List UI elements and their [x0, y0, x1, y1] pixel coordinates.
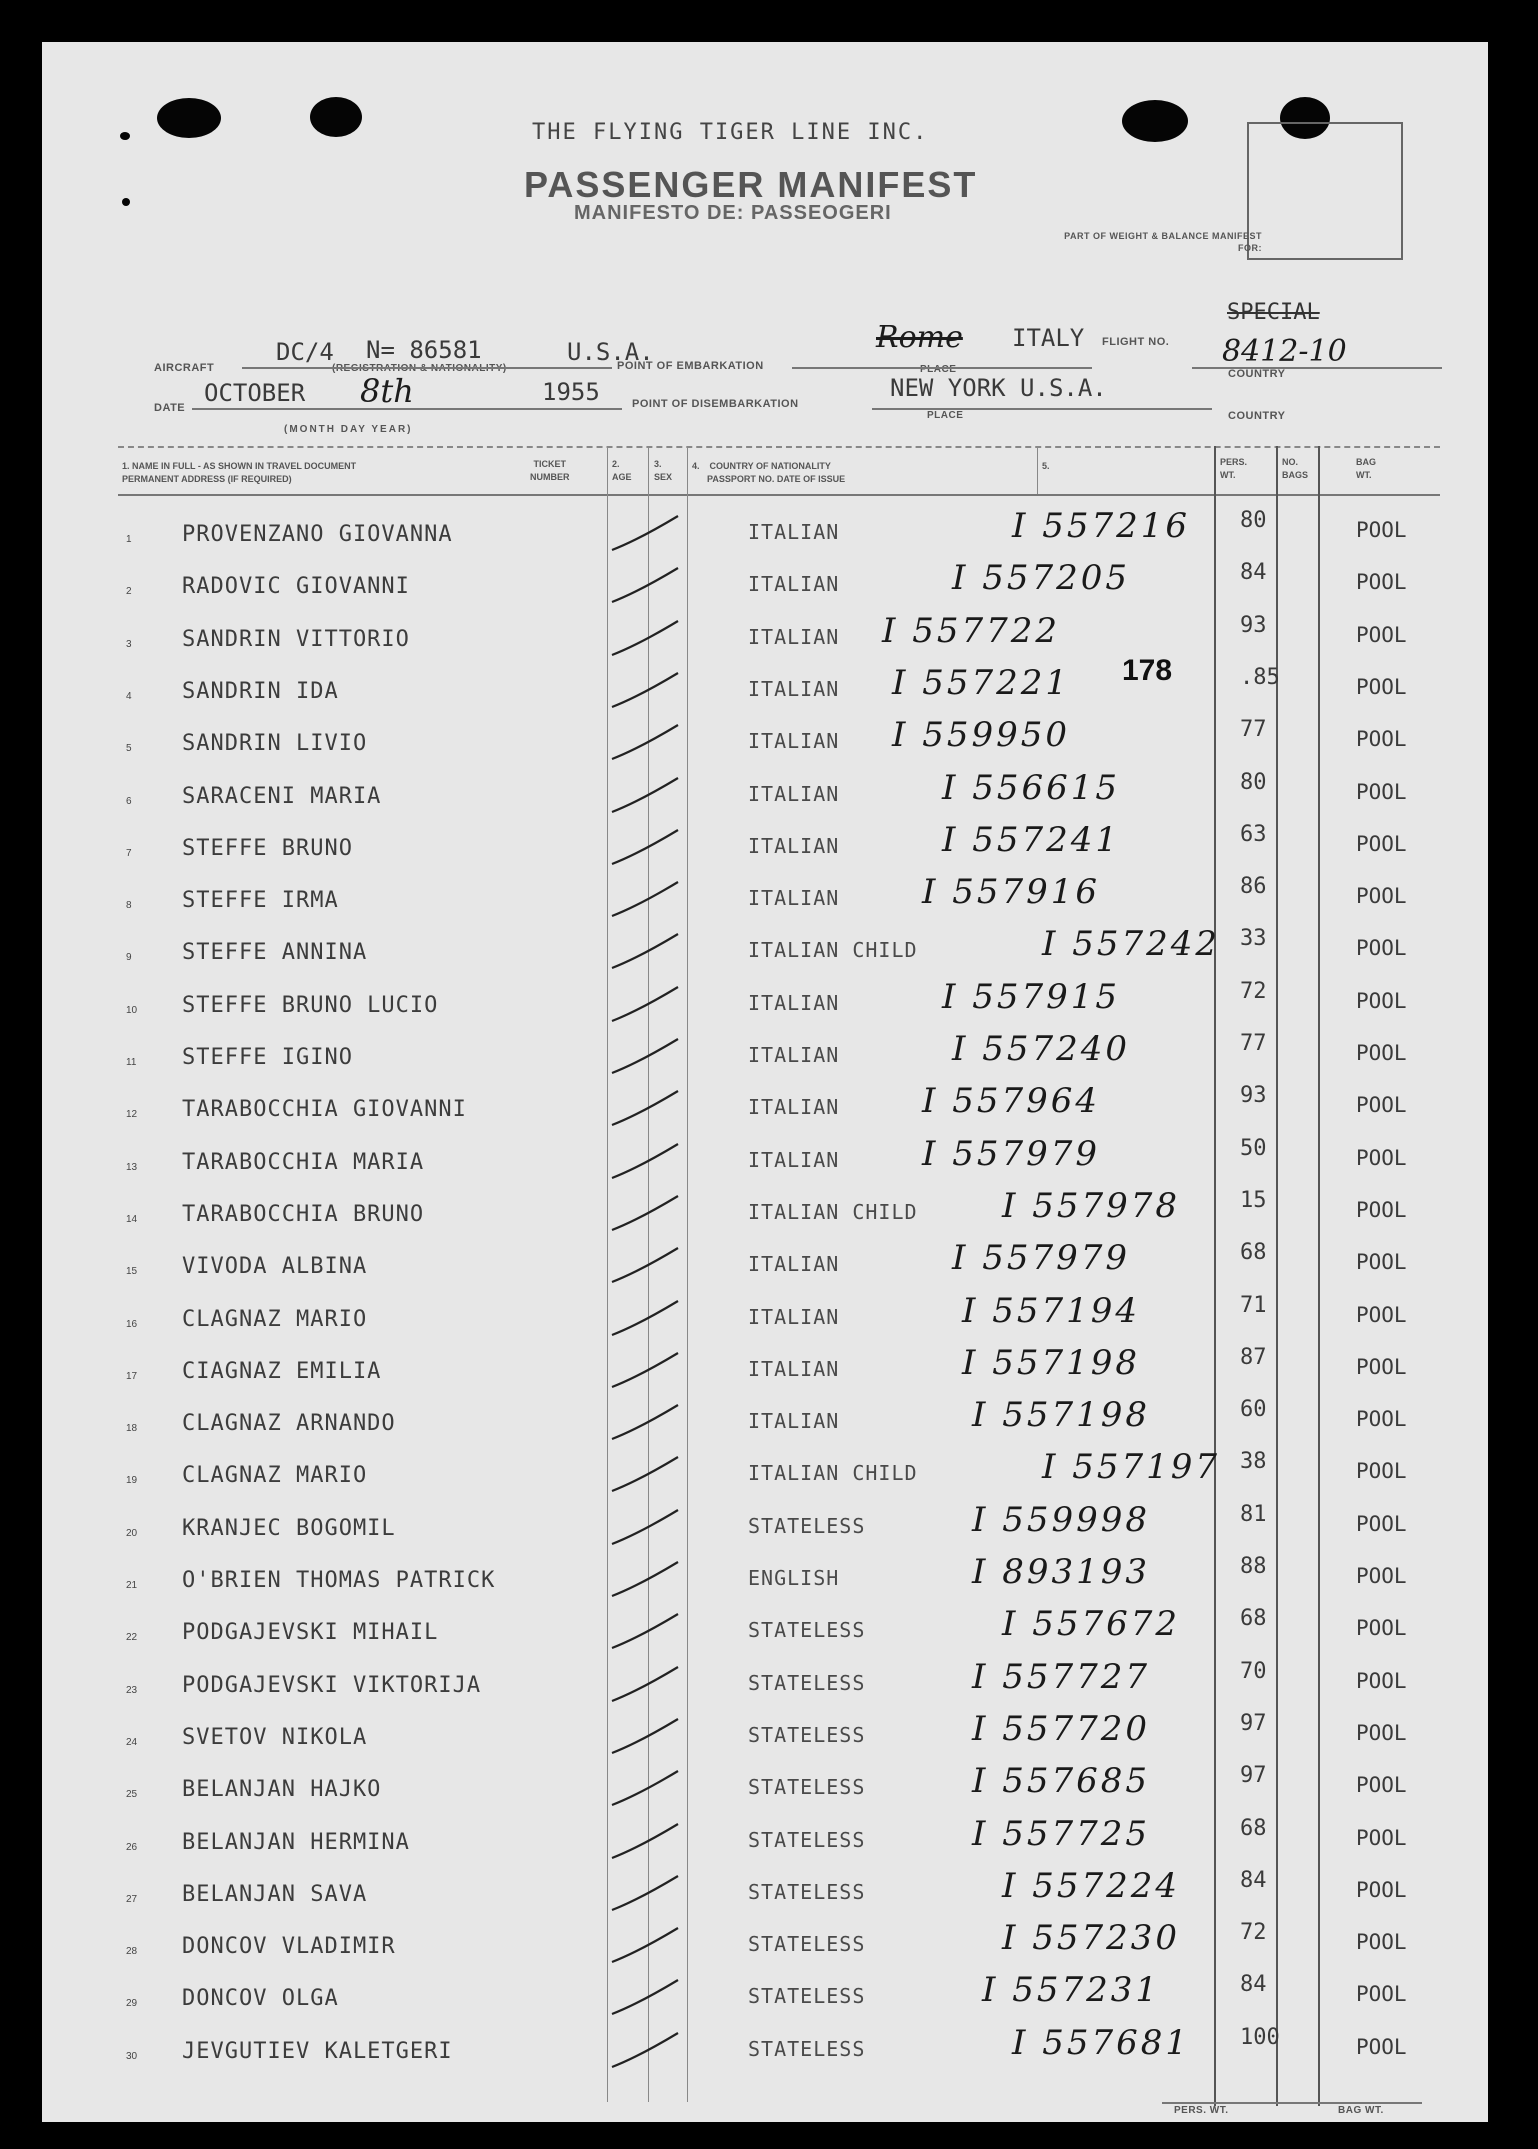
bag-weight: POOL [1356, 1302, 1407, 1327]
passenger-nationality: ITALIAN [748, 1147, 840, 1172]
flight-label: FLIGHT NO. [1102, 336, 1170, 348]
bag-weight: POOL [1356, 2034, 1407, 2059]
passport-number: I 893193 [972, 1552, 1151, 1592]
table-row [42, 1447, 1488, 1499]
bag-weight: POOL [1356, 988, 1407, 1013]
rule [792, 367, 1092, 369]
passenger-nationality: STATELESS [748, 1879, 866, 1904]
passenger-name: BELANJAN HERMINA [182, 1829, 410, 1855]
rule [1192, 367, 1442, 369]
bag-weight: POOL [1356, 1720, 1407, 1745]
passenger-nationality: ITALIAN CHILD [748, 1199, 918, 1224]
flight-number: 8412-10 [1222, 334, 1347, 369]
bag-weight: POOL [1356, 884, 1407, 909]
table-row [42, 1238, 1488, 1290]
tick-mark [608, 928, 684, 972]
table-row [42, 1343, 1488, 1395]
table-row [42, 1291, 1488, 1343]
embarkation-label: POINT OF EMBARKATION [617, 360, 764, 372]
table-row [42, 768, 1488, 820]
passport-number: I 557197 [1042, 1447, 1221, 1488]
country-label-1: COUNTRY [1228, 368, 1286, 380]
table-top-rule [118, 446, 1440, 448]
bag-weight: POOL [1356, 1093, 1407, 1118]
rule [192, 408, 622, 410]
table-row [42, 611, 1488, 663]
country-label-2: COUNTRY [1228, 410, 1286, 422]
bag-weight: POOL [1356, 1564, 1407, 1588]
passport-number: I 557221 [892, 662, 1071, 703]
col-divider [1037, 446, 1038, 494]
tick-mark [608, 2027, 684, 2071]
passenger-nationality: ITALIAN [748, 1304, 840, 1329]
col-header-bag-wt: BAG WT. [1356, 457, 1376, 480]
passenger-name: STEFFE BRUNO [182, 835, 353, 861]
passenger-name: SARACENI MARIA [182, 783, 382, 809]
bag-weight: POOL [1356, 1668, 1407, 1693]
col-header-age: 2. AGE [612, 459, 632, 482]
col-header-sex: 3. SEX [654, 459, 673, 482]
ink-dot [122, 198, 130, 206]
bag-weight: POOL [1356, 1773, 1407, 1798]
passport-number: I 557194 [962, 1290, 1141, 1331]
passport-number: I 559998 [972, 1499, 1151, 1540]
passenger-nationality: ITALIAN CHILD [748, 1461, 918, 1486]
ink-blot [310, 97, 362, 137]
col-header-ticket: TICKET NUMBER [530, 459, 570, 482]
row-number: 5 [126, 743, 132, 755]
passenger-name: SVETOV NIKOLA [182, 1724, 368, 1750]
bag-weight: POOL [1356, 1041, 1407, 1065]
passenger-weight: 84 [1240, 1867, 1267, 1893]
bag-weight: POOL [1356, 622, 1407, 647]
table-row [42, 1970, 1488, 2022]
passenger-name: PODGAJEVSKI MIHAIL [182, 1620, 439, 1646]
bag-weight: POOL [1356, 1250, 1407, 1275]
table-row [42, 872, 1488, 924]
passenger-weight: 71 [1240, 1292, 1267, 1318]
passenger-name: TARABOCCHIA BRUNO [182, 1201, 425, 1227]
bag-weight: POOL [1356, 570, 1407, 595]
row-number: 24 [126, 1736, 138, 1748]
row-number: 28 [126, 1946, 138, 1958]
table-row [42, 1814, 1488, 1866]
passenger-name: CIAGNAZ EMILIA [182, 1358, 382, 1384]
passenger-weight: 50 [1240, 1135, 1267, 1161]
passenger-weight: 70 [1240, 1658, 1267, 1684]
table-row [42, 2023, 1488, 2075]
passenger-nationality: ITALIAN [748, 1043, 840, 1067]
row-number: 15 [126, 1266, 138, 1278]
row-number: 19 [126, 1475, 138, 1487]
table-row [42, 1029, 1488, 1081]
table-row [42, 1761, 1488, 1813]
table-row [42, 1604, 1488, 1656]
passenger-weight: 60 [1240, 1397, 1267, 1423]
passenger-name: BELANJAN HAJKO [182, 1777, 382, 1803]
passenger-weight: 68 [1240, 1240, 1267, 1266]
table-header-rule [118, 494, 1440, 496]
tick-mark [608, 876, 684, 920]
date-format-label: (MONTH DAY YEAR) [284, 424, 413, 435]
tick-mark [608, 1190, 684, 1234]
tick-mark [608, 1242, 684, 1286]
passenger-name: TARABOCCHIA GIOVANNI [182, 1097, 467, 1123]
passport-number: I 557979 [922, 1133, 1101, 1174]
tick-mark [608, 615, 684, 659]
row-number: 17 [126, 1370, 138, 1382]
row-number: 29 [126, 1998, 138, 2010]
passenger-name: CLAGNAZ MARIO [182, 1306, 368, 1332]
passenger-name: STEFFE IGINO [182, 1045, 353, 1070]
passport-number: I 557241 [942, 819, 1121, 860]
bag-weight: POOL [1356, 1197, 1407, 1222]
passport-number: I 557727 [972, 1656, 1151, 1697]
registration-label: (REGISTRATION & NATIONALITY) [332, 363, 507, 374]
bag-weight: POOL [1356, 1145, 1407, 1170]
row-number: 13 [126, 1161, 138, 1173]
passenger-nationality: STATELESS [748, 2036, 866, 2061]
passenger-weight: 77 [1240, 717, 1267, 743]
passenger-nationality: STATELESS [748, 1775, 866, 1800]
passenger-name: VIVODA ALBINA [182, 1254, 368, 1280]
passenger-nationality: STATELESS [748, 1722, 866, 1747]
passport-number: I 557979 [952, 1238, 1131, 1279]
passport-number: I 557916 [922, 872, 1101, 913]
tick-mark [608, 981, 684, 1025]
weight-balance-label: PART OF WEIGHT & BALANCE MANIFEST FOR: [1064, 231, 1262, 253]
bag-weight: POOL [1356, 674, 1407, 699]
passport-number: I 557205 [952, 558, 1131, 599]
passenger-name: PODGAJEVSKI VIKTORIJA [182, 1672, 482, 1698]
passenger-weight: 68 [1240, 1606, 1267, 1632]
bag-weight: POOL [1356, 831, 1407, 856]
handwritten-annotation: 178 [1122, 654, 1173, 687]
tick-mark [608, 1818, 684, 1862]
passenger-nationality: ITALIAN [748, 520, 840, 544]
date-day: 8th [360, 372, 414, 410]
weight-balance-box [1247, 122, 1403, 260]
passenger-nationality: ITALIAN [748, 572, 840, 597]
passport-number: I 557720 [972, 1708, 1151, 1749]
row-number: 10 [126, 1004, 138, 1016]
company-name: THE FLYING TIGER LINE INC. [532, 120, 929, 145]
disembarkation-label: POINT OF DISEMBARKATION [632, 398, 799, 410]
tick-mark [608, 1033, 684, 1077]
footer-bag-wt: BAG WT. [1338, 2105, 1384, 2116]
passenger-weight: 97 [1240, 1763, 1267, 1789]
passenger-name: STEFFE ANNINA [182, 940, 368, 966]
place-label-1: PLACE [920, 364, 957, 375]
passenger-name: JEVGUTIEV KALETGERI [182, 2038, 453, 2064]
passenger-name: CLAGNAZ MARIO [182, 1463, 368, 1489]
aircraft-nationality: U.S.A. [567, 338, 654, 366]
embarkation-city: Rome [876, 320, 963, 355]
passenger-name: DONCOV VLADIMIR [182, 1934, 396, 1960]
tick-mark [608, 1661, 684, 1705]
passenger-name: KRANJEC BOGOMIL [182, 1515, 396, 1541]
passenger-weight: 68 [1240, 1815, 1267, 1841]
row-number: 18 [126, 1423, 138, 1435]
row-number: 4 [126, 690, 132, 702]
row-number: 22 [126, 1632, 138, 1644]
passenger-name: SANDRIN IDA [182, 678, 339, 704]
flight-struck-text: SPECIAL [1227, 300, 1320, 325]
passport-number: I 559950 [892, 715, 1071, 756]
passenger-weight: 100 [1240, 2024, 1280, 2050]
passenger-weight: 15 [1240, 1187, 1267, 1213]
table-row [42, 1081, 1488, 1133]
passenger-name: SANDRIN VITTORIO [182, 626, 410, 652]
table-row [42, 663, 1488, 715]
col-header-name: 1. NAME IN FULL - AS SHOWN IN TRAVEL DOCUMENT PERMANENT ADDRESS (IF REQUIRED) [122, 461, 357, 484]
tick-mark [608, 1451, 684, 1495]
passenger-weight: 97 [1240, 1710, 1267, 1736]
date-month: OCTOBER [204, 379, 306, 407]
rule [242, 367, 612, 369]
passenger-name: PROVENZANO GIOVANNA [182, 522, 453, 547]
passenger-weight: 80 [1240, 769, 1267, 795]
table-row [42, 977, 1488, 1029]
table-row [42, 1866, 1488, 1918]
row-number: 25 [126, 1789, 138, 1801]
table-bottom-rule [1162, 2102, 1422, 2104]
date-label: DATE [154, 402, 186, 414]
passenger-weight: 84 [1240, 560, 1267, 586]
aircraft-registration: N= 86581 [366, 336, 482, 364]
tick-mark [608, 1870, 684, 1914]
passport-number: I 557216 [1012, 506, 1191, 546]
tick-mark [608, 667, 684, 711]
tick-mark [608, 1713, 684, 1757]
row-number: 8 [126, 900, 132, 912]
passport-number: I 557725 [972, 1813, 1151, 1854]
row-number: 2 [126, 586, 132, 598]
passenger-weight: 72 [1240, 978, 1267, 1004]
passport-number: I 557224 [1002, 1865, 1181, 1906]
passenger-nationality: ITALIAN [748, 676, 840, 701]
table-row [42, 1134, 1488, 1186]
table-row [42, 715, 1488, 767]
tick-mark [608, 510, 684, 554]
passenger-weight: 84 [1240, 1972, 1267, 1998]
passenger-name: STEFFE BRUNO LUCIO [182, 992, 439, 1018]
row-number: 23 [126, 1684, 138, 1696]
table-row [42, 506, 1488, 558]
ink-dot [120, 132, 130, 140]
place-label-2: PLACE [927, 410, 964, 421]
bag-weight: POOL [1356, 727, 1407, 752]
passenger-nationality: ITALIAN [748, 886, 840, 911]
tick-mark [608, 1922, 684, 1966]
passenger-weight: .85 [1240, 664, 1280, 690]
passport-number: I 557230 [1002, 1918, 1181, 1959]
tick-mark [608, 1138, 684, 1182]
tick-mark [608, 1347, 684, 1391]
passport-number: I 557915 [942, 976, 1121, 1017]
table-row [42, 924, 1488, 976]
aircraft-type: DC/4 [276, 338, 334, 366]
row-number: 27 [126, 1893, 138, 1905]
passport-number: I 557672 [1002, 1604, 1181, 1645]
row-number: 3 [126, 638, 132, 650]
passenger-weight: 93 [1240, 1083, 1267, 1109]
row-number: 1 [126, 534, 132, 545]
passenger-nationality: ITALIAN [748, 729, 840, 754]
passenger-nationality: ITALIAN [748, 1409, 840, 1434]
embarkation-country: ITALY [1012, 324, 1085, 352]
table-row [42, 558, 1488, 610]
row-number: 30 [126, 2050, 138, 2062]
row-number: 26 [126, 1841, 138, 1853]
passport-number: I 557685 [972, 1761, 1151, 1802]
tick-mark [608, 1295, 684, 1339]
passenger-weight: 72 [1240, 1920, 1267, 1946]
table-row [42, 1918, 1488, 1970]
tick-mark [608, 1608, 684, 1652]
rule [872, 408, 1212, 410]
ink-blot [1122, 100, 1188, 142]
table-row [42, 1709, 1488, 1761]
passenger-nationality: ITALIAN [748, 1095, 840, 1120]
manifest-page [42, 42, 1488, 2122]
bag-weight: POOL [1356, 779, 1407, 804]
tick-mark [608, 562, 684, 606]
row-number: 12 [126, 1109, 138, 1121]
col-header-bags: NO. BAGS [1282, 457, 1309, 480]
passenger-weight: 93 [1240, 612, 1267, 638]
row-number: 7 [126, 847, 132, 859]
bag-weight: POOL [1356, 1354, 1407, 1379]
bag-weight: POOL [1356, 1616, 1407, 1641]
bag-weight: POOL [1356, 1877, 1407, 1902]
passenger-nationality: STATELESS [748, 1984, 866, 2009]
table-row [42, 820, 1488, 872]
passenger-nationality: ITALIAN [748, 1252, 840, 1277]
bag-weight: POOL [1356, 1930, 1407, 1955]
passport-number: I 557242 [1042, 924, 1221, 965]
passenger-nationality: ITALIAN [748, 990, 840, 1015]
aircraft-label: AIRCRAFT [154, 362, 215, 374]
passenger-name: RADOVIC GIOVANNI [182, 574, 410, 600]
tick-mark [608, 824, 684, 868]
passenger-name: CLAGNAZ ARNANDO [182, 1411, 396, 1437]
document-title: PASSENGER MANIFEST [524, 164, 978, 205]
bag-weight: POOL [1356, 936, 1407, 961]
passenger-weight: 38 [1240, 1449, 1267, 1475]
passenger-name: DONCOV OLGA [182, 1986, 339, 2012]
passenger-nationality: STATELESS [748, 1618, 866, 1643]
passenger-weight: 81 [1240, 1501, 1267, 1527]
table-row [42, 1395, 1488, 1447]
passenger-name: STEFFE IRMA [182, 888, 339, 914]
passenger-weight: 33 [1240, 926, 1267, 952]
tick-mark [608, 719, 684, 763]
passenger-name: BELANJAN SAVA [182, 1881, 368, 1907]
passport-number: I 557681 [1012, 2022, 1191, 2063]
bag-weight: POOL [1356, 518, 1407, 542]
tick-mark [608, 1765, 684, 1809]
ink-blot [157, 98, 221, 138]
row-number: 11 [126, 1057, 137, 1068]
passport-number: I 557231 [982, 1970, 1161, 2011]
passenger-nationality: ITALIAN [748, 781, 840, 806]
tick-mark [608, 1556, 684, 1600]
passenger-nationality: ITALIAN [748, 624, 840, 649]
passport-number: I 557198 [972, 1395, 1151, 1436]
row-number: 14 [126, 1213, 138, 1225]
col-header-5: 5. [1042, 461, 1050, 471]
passport-number: I 557240 [952, 1029, 1131, 1069]
bag-weight: POOL [1356, 1511, 1407, 1536]
col-header-weight: PERS. WT. [1220, 457, 1248, 480]
passport-number: I 557722 [882, 610, 1061, 651]
table-row [42, 1552, 1488, 1604]
passenger-name: SANDRIN LIVIO [182, 731, 368, 757]
passport-number: I 556615 [942, 767, 1121, 808]
tick-mark [608, 1504, 684, 1548]
document-subtitle: MANIFESTO DE: PASSEOGERI [574, 202, 892, 224]
passport-number: I 557198 [962, 1342, 1141, 1383]
bag-weight: POOL [1356, 1407, 1407, 1432]
passenger-weight: 80 [1240, 508, 1267, 533]
passenger-name: O'BRIEN THOMAS PATRICK [182, 1568, 496, 1593]
footer-pers-wt: PERS. WT. [1174, 2105, 1229, 2116]
bag-weight: POOL [1356, 1825, 1407, 1850]
table-row [42, 1657, 1488, 1709]
passenger-nationality: STATELESS [748, 1827, 866, 1852]
passenger-weight: 86 [1240, 874, 1267, 900]
table-row [42, 1500, 1488, 1552]
passport-number: I 557978 [1002, 1185, 1181, 1226]
bag-weight: POOL [1356, 1459, 1407, 1484]
passenger-nationality: STATELESS [748, 1932, 866, 1957]
tick-mark [608, 1399, 684, 1443]
row-number: 20 [126, 1527, 138, 1539]
tick-mark [608, 772, 684, 816]
passport-number: I 557964 [922, 1081, 1101, 1122]
passenger-weight: 87 [1240, 1344, 1267, 1370]
passenger-nationality: STATELESS [748, 1513, 866, 1538]
passenger-nationality: ENGLISH [748, 1566, 840, 1590]
table-row [42, 1186, 1488, 1238]
date-year: 1955 [542, 378, 600, 406]
passenger-weight: 63 [1240, 821, 1267, 847]
passenger-weight: 77 [1240, 1031, 1267, 1056]
passenger-name: TARABOCCHIA MARIA [182, 1149, 425, 1175]
passenger-nationality: ITALIAN CHILD [748, 938, 918, 963]
passenger-nationality: STATELESS [748, 1670, 866, 1695]
bag-weight: POOL [1356, 1982, 1407, 2007]
row-number: 9 [126, 952, 132, 964]
row-number: 21 [126, 1580, 138, 1591]
row-number: 6 [126, 795, 132, 807]
row-number: 16 [126, 1318, 138, 1330]
tick-mark [608, 1085, 684, 1129]
passenger-nationality: ITALIAN [748, 833, 840, 858]
disembarkation-place: NEW YORK U.S.A. [890, 374, 1107, 402]
tick-mark [608, 1974, 684, 2018]
passenger-nationality: ITALIAN [748, 1356, 840, 1381]
col-header-nationality: 4. COUNTRY OF NATIONALITY PASSPORT NO. DATE OF ISSUE [692, 461, 846, 484]
passenger-weight: 88 [1240, 1554, 1267, 1579]
